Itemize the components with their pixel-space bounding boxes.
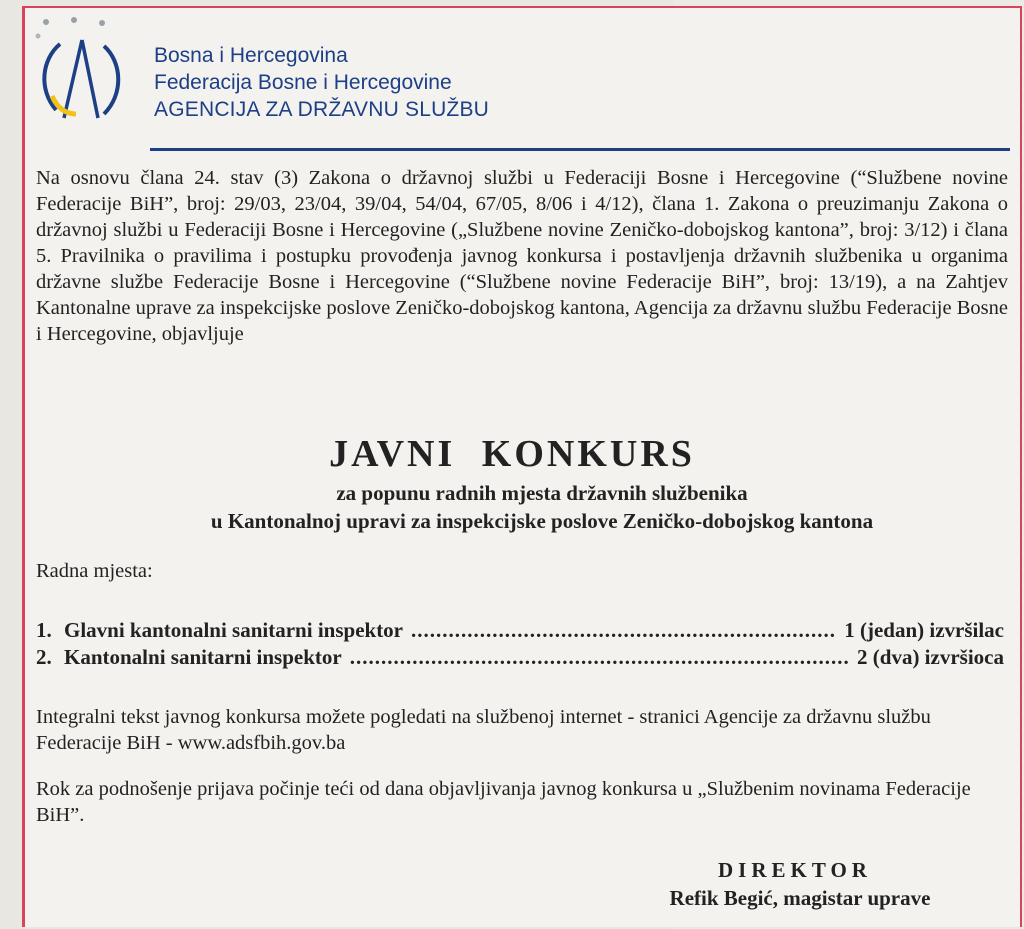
position-name: Glavni kantonalni sanitarni inspektor xyxy=(64,618,404,642)
agency-name: AGENCIJA ZA DRŽAVNU SLUŽBU xyxy=(154,98,490,121)
position-item xyxy=(36,618,1004,643)
agency-logo-icon xyxy=(24,14,134,129)
federation-name: Federacija Bosne i Hercegovine xyxy=(154,71,452,94)
position-item xyxy=(36,645,1004,670)
position-count: 2 (dva) izvršioca xyxy=(857,645,1004,669)
signature-name: Refik Begić, magistar uprave xyxy=(669,886,931,910)
position-number: 1. xyxy=(36,618,52,642)
leader-dots xyxy=(411,618,836,643)
country-name: Bosna i Hercegovina xyxy=(154,44,348,67)
positions-label: Radna mjesta: xyxy=(36,560,153,582)
website-paragraph: Integralni tekst javnog konkursa možete pogledati na službenoj internet - stranici Agencije za državnu službu Federacije BiH - www.adsfbih.gov.ba xyxy=(36,706,931,754)
position-count: 1 (jedan) izvršilac xyxy=(844,618,1004,642)
intro-paragraph: Na osnovu člana 24. stav (3) Zakona o državnoj službi u Federaciji Bosne i Hercegovine (“Službene novine Federacije BiH”, broj: 29/03, 23/04, 39/04, 54/04, 67/05, 8/06 i 4/12), člana 1. Zakona o preuzimanju Zakona o državnoj službi u Federaciji Bosne i Hercegovine („Službene novine Zeničko-dobojskog kantona”, broj: 3/12) i člana 5. Pravilnika o pravilima i postupku provođenja javnog konkursa i postavljenja državnih službenika u organima državne službe Federacije Bosne i Hercegovine (“Službene novine Federacije BiH”, broj: 13/19), a na Zahtjev Kantonalne uprave za inspekcijske poslove Zeničko-dobojskog kantona, Agencija za državnu službu Federacije Bosne i Hercegovine, objavljuje xyxy=(36,167,1008,345)
header xyxy=(24,12,984,142)
leader-dots xyxy=(350,645,849,670)
announcement-title: JAVNI KONKURS xyxy=(329,433,695,475)
signature-title: DIREKTOR xyxy=(718,858,872,882)
announcement-subtitle-1: za popunu radnih mjesta državnih službenika xyxy=(336,481,748,505)
position-name: Kantonalni sanitarni inspektor xyxy=(64,645,342,669)
header-divider xyxy=(150,148,1010,151)
position-number: 2. xyxy=(36,645,52,669)
deadline-paragraph: Rok za podnošenje prijava počinje teći od dana objavljivanja javnog konkursa u „Službenim novinama Federacije BiH”. xyxy=(36,778,971,826)
announcement-subtitle-2: u Kantonalnoj upravi za inspekcijske poslove Zeničko-dobojskog kantona xyxy=(210,509,874,533)
